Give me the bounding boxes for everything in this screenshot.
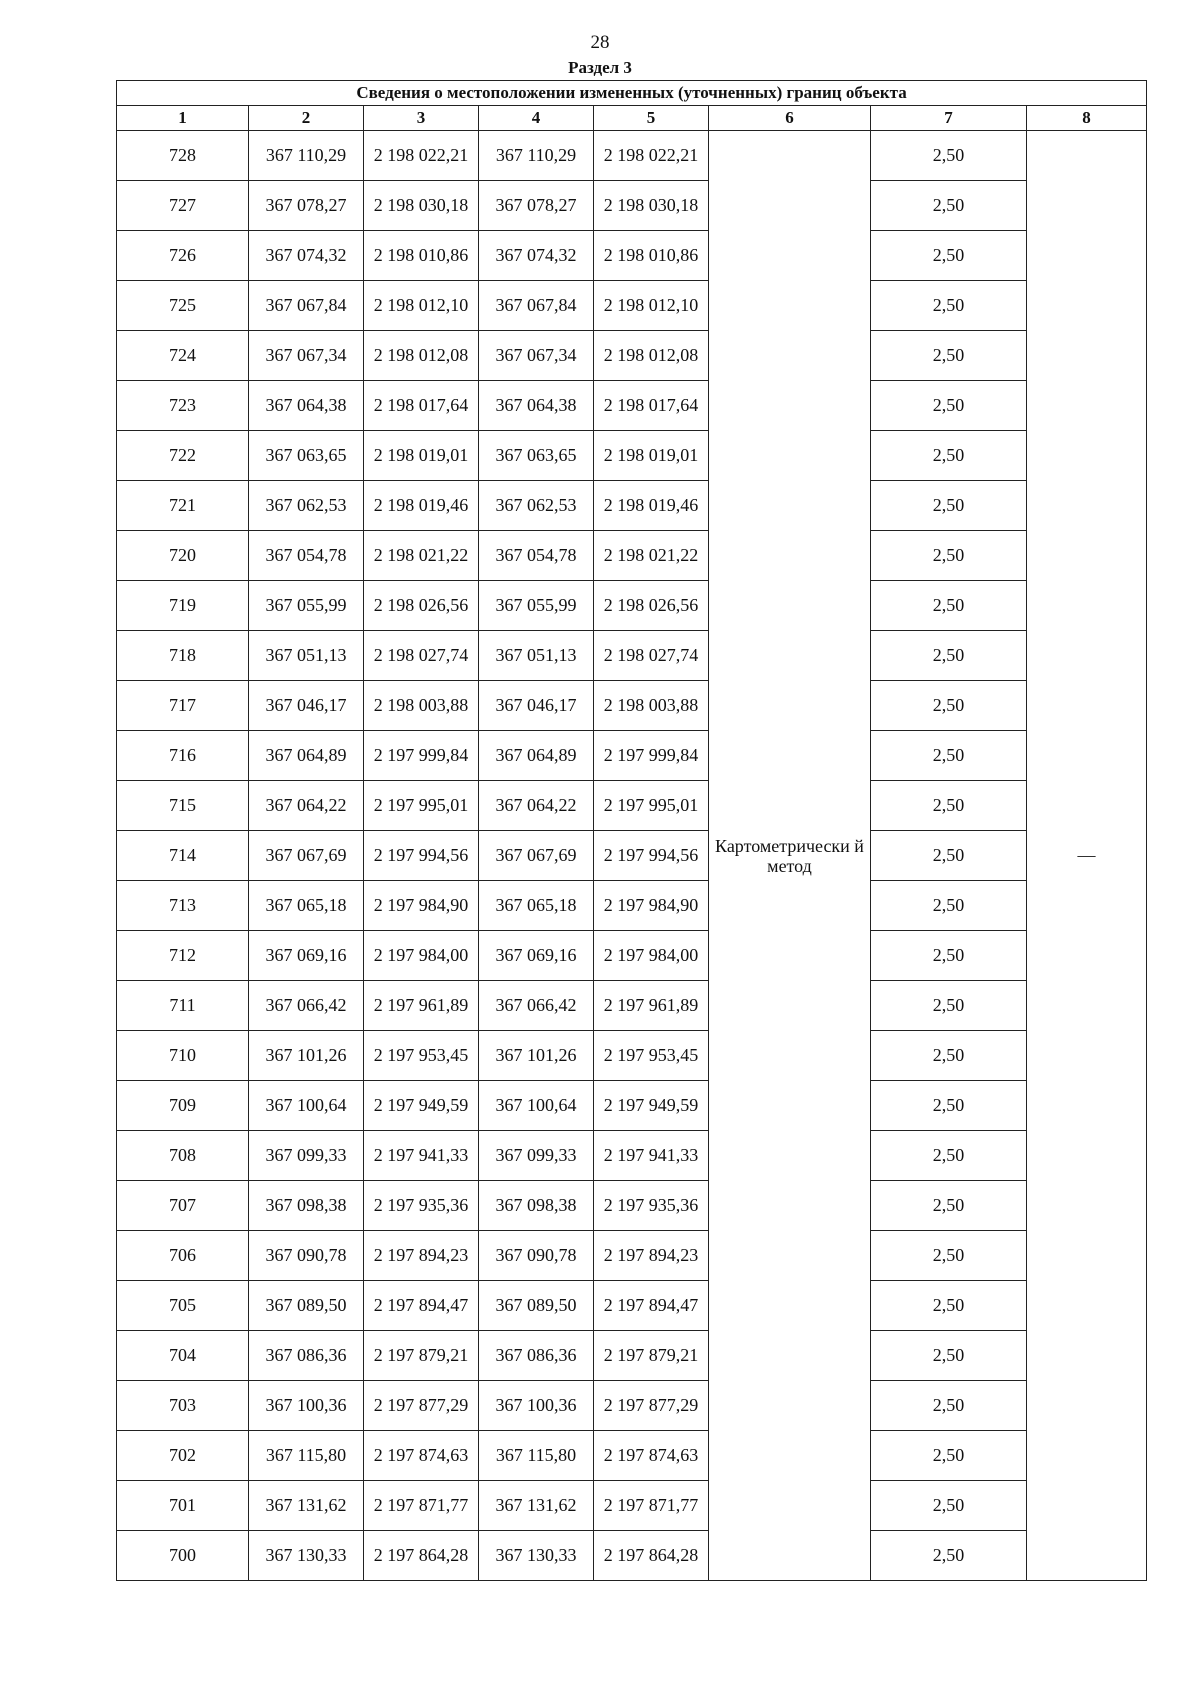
y-new-cell: 2 197 999,84: [594, 731, 709, 781]
column-number-5: 5: [594, 106, 709, 131]
accuracy-cell: 2,50: [871, 1381, 1027, 1431]
accuracy-cell: 2,50: [871, 581, 1027, 631]
table-row: [117, 581, 1147, 631]
point-number-cell: 704: [117, 1331, 249, 1381]
y-new-cell: 2 198 027,74: [594, 631, 709, 681]
table-row: [117, 481, 1147, 531]
x-new-cell: 367 063,65: [479, 431, 594, 481]
x-existing-cell: 367 067,84: [249, 281, 364, 331]
note-cell: —: [1027, 131, 1147, 1581]
table-row: [117, 1331, 1147, 1381]
point-number-cell: 710: [117, 1031, 249, 1081]
y-new-cell: 2 198 010,86: [594, 231, 709, 281]
point-number-cell: 700: [117, 1531, 249, 1581]
table-row: [117, 931, 1147, 981]
point-number-cell: 725: [117, 281, 249, 331]
x-existing-cell: 367 064,38: [249, 381, 364, 431]
table-row: [117, 231, 1147, 281]
x-existing-cell: 367 051,13: [249, 631, 364, 681]
accuracy-cell: 2,50: [871, 231, 1027, 281]
y-existing-cell: 2 197 894,23: [364, 1231, 479, 1281]
table-row: [117, 1131, 1147, 1181]
x-existing-cell: 367 054,78: [249, 531, 364, 581]
y-existing-cell: 2 197 935,36: [364, 1181, 479, 1231]
y-new-cell: 2 197 994,56: [594, 831, 709, 881]
accuracy-cell: 2,50: [871, 931, 1027, 981]
y-existing-cell: 2 198 012,10: [364, 281, 479, 331]
x-existing-cell: 367 064,22: [249, 781, 364, 831]
y-new-cell: 2 197 894,47: [594, 1281, 709, 1331]
table-body: [117, 131, 1147, 1581]
table-row: [117, 1031, 1147, 1081]
x-new-cell: 367 089,50: [479, 1281, 594, 1331]
x-new-cell: 367 110,29: [479, 131, 594, 181]
y-existing-cell: 2 197 994,56: [364, 831, 479, 881]
y-existing-cell: 2 197 995,01: [364, 781, 479, 831]
x-existing-cell: 367 086,36: [249, 1331, 364, 1381]
y-new-cell: 2 198 019,46: [594, 481, 709, 531]
section-title: Раздел 3: [568, 58, 632, 77]
x-existing-cell: 367 099,33: [249, 1131, 364, 1181]
column-number-4: 4: [479, 106, 594, 131]
point-number-cell: 726: [117, 231, 249, 281]
accuracy-cell: 2,50: [871, 1331, 1027, 1381]
point-number-cell: 703: [117, 1381, 249, 1431]
point-number-cell: 707: [117, 1181, 249, 1231]
table-row: [117, 781, 1147, 831]
x-new-cell: 367 100,64: [479, 1081, 594, 1131]
point-number-cell: 717: [117, 681, 249, 731]
x-new-cell: 367 115,80: [479, 1431, 594, 1481]
table-row: [117, 981, 1147, 1031]
x-new-cell: 367 101,26: [479, 1031, 594, 1081]
x-existing-cell: 367 115,80: [249, 1431, 364, 1481]
accuracy-cell: 2,50: [871, 1081, 1027, 1131]
x-new-cell: 367 067,34: [479, 331, 594, 381]
x-existing-cell: 367 067,34: [249, 331, 364, 381]
accuracy-cell: 2,50: [871, 1481, 1027, 1531]
accuracy-cell: 2,50: [871, 381, 1027, 431]
point-number-cell: 718: [117, 631, 249, 681]
y-new-cell: 2 198 026,56: [594, 581, 709, 631]
y-new-cell: 2 197 874,63: [594, 1431, 709, 1481]
y-new-cell: 2 197 961,89: [594, 981, 709, 1031]
x-new-cell: 367 078,27: [479, 181, 594, 231]
x-new-cell: 367 069,16: [479, 931, 594, 981]
x-new-cell: 367 062,53: [479, 481, 594, 531]
x-new-cell: 367 100,36: [479, 1381, 594, 1431]
column-number-6: 6: [709, 106, 871, 131]
table-row: [117, 1431, 1147, 1481]
x-existing-cell: 367 100,64: [249, 1081, 364, 1131]
y-new-cell: 2 197 877,29: [594, 1381, 709, 1431]
point-number-cell: 723: [117, 381, 249, 431]
accuracy-cell: 2,50: [871, 1031, 1027, 1081]
x-new-cell: 367 098,38: [479, 1181, 594, 1231]
y-new-cell: 2 198 003,88: [594, 681, 709, 731]
x-existing-cell: 367 069,16: [249, 931, 364, 981]
y-new-cell: 2 197 984,00: [594, 931, 709, 981]
y-existing-cell: 2 197 984,00: [364, 931, 479, 981]
x-new-cell: 367 131,62: [479, 1481, 594, 1531]
x-existing-cell: 367 100,36: [249, 1381, 364, 1431]
point-number-cell: 715: [117, 781, 249, 831]
point-number-cell: 702: [117, 1431, 249, 1481]
y-existing-cell: 2 197 953,45: [364, 1031, 479, 1081]
y-new-cell: 2 197 864,28: [594, 1531, 709, 1581]
x-new-cell: 367 074,32: [479, 231, 594, 281]
table-row: [117, 281, 1147, 331]
y-existing-cell: 2 197 877,29: [364, 1381, 479, 1431]
x-new-cell: 367 066,42: [479, 981, 594, 1031]
y-existing-cell: 2 197 984,90: [364, 881, 479, 931]
x-existing-cell: 367 064,89: [249, 731, 364, 781]
x-new-cell: 367 065,18: [479, 881, 594, 931]
accuracy-cell: 2,50: [871, 881, 1027, 931]
x-existing-cell: 367 066,42: [249, 981, 364, 1031]
x-new-cell: 367 064,89: [479, 731, 594, 781]
point-number-cell: 727: [117, 181, 249, 231]
accuracy-cell: 2,50: [871, 1231, 1027, 1281]
y-new-cell: 2 197 871,77: [594, 1481, 709, 1531]
accuracy-cell: 2,50: [871, 631, 1027, 681]
table-row: [117, 1281, 1147, 1331]
y-existing-cell: 2 197 871,77: [364, 1481, 479, 1531]
y-new-cell: 2 198 022,21: [594, 131, 709, 181]
y-new-cell: 2 197 941,33: [594, 1131, 709, 1181]
point-number-cell: 716: [117, 731, 249, 781]
table-row: [117, 631, 1147, 681]
column-number-3: 3: [364, 106, 479, 131]
accuracy-cell: 2,50: [871, 431, 1027, 481]
y-new-cell: 2 197 894,23: [594, 1231, 709, 1281]
table-row: [117, 831, 1147, 881]
x-existing-cell: 367 055,99: [249, 581, 364, 631]
y-existing-cell: 2 197 874,63: [364, 1431, 479, 1481]
table-row: [117, 1231, 1147, 1281]
y-existing-cell: 2 197 941,33: [364, 1131, 479, 1181]
y-new-cell: 2 197 953,45: [594, 1031, 709, 1081]
x-existing-cell: 367 089,50: [249, 1281, 364, 1331]
column-number-8: 8: [1027, 106, 1147, 131]
y-new-cell: 2 198 012,10: [594, 281, 709, 331]
y-existing-cell: 2 197 864,28: [364, 1531, 479, 1581]
y-new-cell: 2 198 019,01: [594, 431, 709, 481]
column-number-7: 7: [871, 106, 1027, 131]
point-number-cell: 721: [117, 481, 249, 531]
x-new-cell: 367 064,22: [479, 781, 594, 831]
y-existing-cell: 2 198 010,86: [364, 231, 479, 281]
table-row: [117, 681, 1147, 731]
y-new-cell: 2 198 012,08: [594, 331, 709, 381]
x-existing-cell: 367 101,26: [249, 1031, 364, 1081]
accuracy-cell: 2,50: [871, 1181, 1027, 1231]
x-existing-cell: 367 067,69: [249, 831, 364, 881]
point-number-cell: 706: [117, 1231, 249, 1281]
accuracy-cell: 2,50: [871, 331, 1027, 381]
y-existing-cell: 2 197 961,89: [364, 981, 479, 1031]
table-row: [117, 181, 1147, 231]
accuracy-cell: 2,50: [871, 831, 1027, 881]
y-new-cell: 2 198 030,18: [594, 181, 709, 231]
accuracy-cell: 2,50: [871, 1281, 1027, 1331]
point-number-cell: 705: [117, 1281, 249, 1331]
x-existing-cell: 367 046,17: [249, 681, 364, 731]
page-number: 28: [590, 32, 610, 53]
x-existing-cell: 367 110,29: [249, 131, 364, 181]
x-new-cell: 367 086,36: [479, 1331, 594, 1381]
table-row: [117, 1531, 1147, 1581]
point-number-cell: 711: [117, 981, 249, 1031]
accuracy-cell: 2,50: [871, 531, 1027, 581]
table-row: [117, 381, 1147, 431]
y-existing-cell: 2 198 026,56: [364, 581, 479, 631]
x-existing-cell: 367 078,27: [249, 181, 364, 231]
y-existing-cell: 2 198 017,64: [364, 381, 479, 431]
accuracy-cell: 2,50: [871, 781, 1027, 831]
y-existing-cell: 2 198 012,08: [364, 331, 479, 381]
x-new-cell: 367 055,99: [479, 581, 594, 631]
y-existing-cell: 2 198 022,21: [364, 131, 479, 181]
x-existing-cell: 367 131,62: [249, 1481, 364, 1531]
accuracy-cell: 2,50: [871, 731, 1027, 781]
y-existing-cell: 2 198 019,01: [364, 431, 479, 481]
y-existing-cell: 2 197 999,84: [364, 731, 479, 781]
table-row: [117, 731, 1147, 781]
y-new-cell: 2 198 017,64: [594, 381, 709, 431]
y-new-cell: 2 197 949,59: [594, 1081, 709, 1131]
column-number-row: [117, 106, 1147, 131]
table-row: [117, 881, 1147, 931]
y-existing-cell: 2 197 949,59: [364, 1081, 479, 1131]
accuracy-cell: 2,50: [871, 181, 1027, 231]
x-existing-cell: 367 130,33: [249, 1531, 364, 1581]
accuracy-cell: 2,50: [871, 131, 1027, 181]
point-number-cell: 714: [117, 831, 249, 881]
x-new-cell: 367 067,84: [479, 281, 594, 331]
x-existing-cell: 367 090,78: [249, 1231, 364, 1281]
table-row: [117, 1481, 1147, 1531]
accuracy-cell: 2,50: [871, 281, 1027, 331]
accuracy-cell: 2,50: [871, 981, 1027, 1031]
accuracy-cell: 2,50: [871, 1131, 1027, 1181]
x-new-cell: 367 090,78: [479, 1231, 594, 1281]
x-existing-cell: 367 062,53: [249, 481, 364, 531]
accuracy-cell: 2,50: [871, 481, 1027, 531]
y-existing-cell: 2 197 879,21: [364, 1331, 479, 1381]
x-new-cell: 367 099,33: [479, 1131, 594, 1181]
accuracy-cell: 2,50: [871, 1431, 1027, 1481]
x-new-cell: 367 046,17: [479, 681, 594, 731]
point-number-cell: 720: [117, 531, 249, 581]
y-new-cell: 2 197 879,21: [594, 1331, 709, 1381]
point-number-cell: 712: [117, 931, 249, 981]
table-row: [117, 131, 1147, 181]
x-new-cell: 367 054,78: [479, 531, 594, 581]
y-new-cell: 2 198 021,22: [594, 531, 709, 581]
y-existing-cell: 2 198 003,88: [364, 681, 479, 731]
table-title: Сведения о местоположении измененных (уточненных) границ объекта: [117, 81, 1147, 106]
y-existing-cell: 2 198 030,18: [364, 181, 479, 231]
point-number-cell: 701: [117, 1481, 249, 1531]
point-number-cell: 724: [117, 331, 249, 381]
boundary-coordinates-table: [116, 80, 1147, 1581]
point-number-cell: 719: [117, 581, 249, 631]
table-row: [117, 1181, 1147, 1231]
accuracy-cell: 2,50: [871, 681, 1027, 731]
y-new-cell: 2 197 995,01: [594, 781, 709, 831]
column-number-1: 1: [117, 106, 249, 131]
x-new-cell: 367 130,33: [479, 1531, 594, 1581]
y-existing-cell: 2 197 894,47: [364, 1281, 479, 1331]
column-number-2: 2: [249, 106, 364, 131]
x-existing-cell: 367 063,65: [249, 431, 364, 481]
point-number-cell: 713: [117, 881, 249, 931]
table-row: [117, 531, 1147, 581]
x-existing-cell: 367 074,32: [249, 231, 364, 281]
accuracy-cell: 2,50: [871, 1531, 1027, 1581]
x-existing-cell: 367 065,18: [249, 881, 364, 931]
y-new-cell: 2 197 935,36: [594, 1181, 709, 1231]
table-row: [117, 1381, 1147, 1431]
y-existing-cell: 2 198 019,46: [364, 481, 479, 531]
x-existing-cell: 367 098,38: [249, 1181, 364, 1231]
point-number-cell: 728: [117, 131, 249, 181]
point-number-cell: 708: [117, 1131, 249, 1181]
x-new-cell: 367 067,69: [479, 831, 594, 881]
y-existing-cell: 2 198 027,74: [364, 631, 479, 681]
y-existing-cell: 2 198 021,22: [364, 531, 479, 581]
method-cell: Картометрически й метод: [709, 131, 871, 1581]
point-number-cell: 709: [117, 1081, 249, 1131]
y-new-cell: 2 197 984,90: [594, 881, 709, 931]
table-row: [117, 1081, 1147, 1131]
table-row: [117, 431, 1147, 481]
point-number-cell: 722: [117, 431, 249, 481]
table-row: [117, 331, 1147, 381]
x-new-cell: 367 051,13: [479, 631, 594, 681]
x-new-cell: 367 064,38: [479, 381, 594, 431]
